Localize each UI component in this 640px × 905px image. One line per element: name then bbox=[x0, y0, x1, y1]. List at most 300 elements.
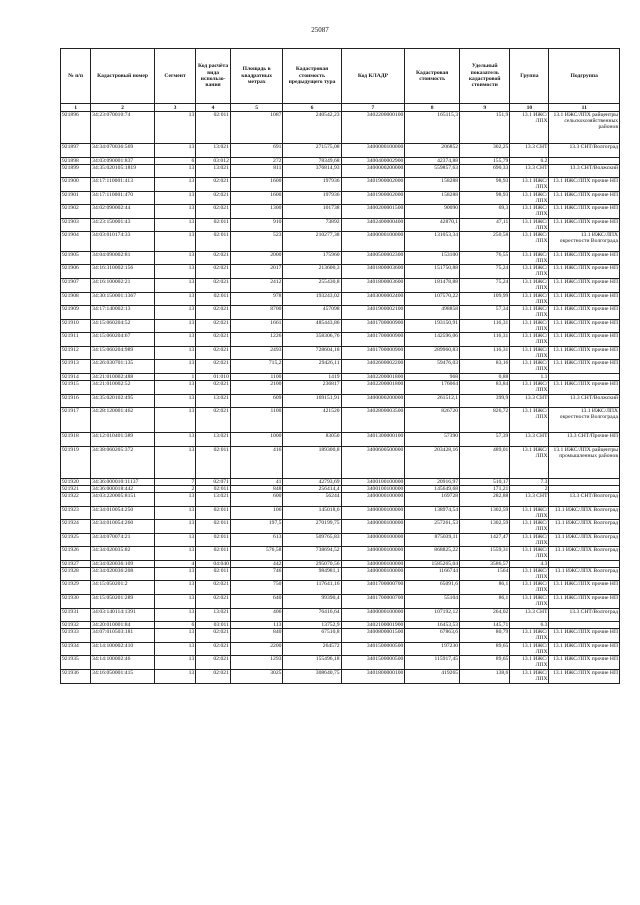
table-row bbox=[61, 408, 620, 433]
cadastral-number: 34:35:020105:1819 bbox=[91, 164, 155, 178]
table-row bbox=[61, 560, 620, 567]
table-row bbox=[61, 232, 620, 251]
previous-cost: 457098 bbox=[283, 306, 341, 320]
cadastral-number: 34:26:030701:135 bbox=[91, 360, 155, 374]
row-id: 921931 bbox=[61, 608, 91, 622]
table-row bbox=[61, 567, 620, 581]
cadastral-cost: 67863,6 bbox=[405, 629, 460, 643]
segment: 13 bbox=[154, 178, 195, 192]
previous-cost: 155496,18 bbox=[283, 656, 341, 670]
cadastral-number: 34:03:140114:1391 bbox=[91, 608, 155, 622]
area: 1000 bbox=[230, 433, 283, 447]
row-id: 921930 bbox=[61, 595, 91, 609]
column-number: 5 bbox=[230, 104, 283, 112]
area: 2200 bbox=[230, 642, 283, 656]
group: 13.1 ИЖС/ЛПХ bbox=[510, 642, 549, 656]
cadastral-number: 34:17:140002:13 bbox=[91, 306, 155, 320]
specific-cost: 1302,59 bbox=[460, 520, 510, 534]
cadastral-cost: 107192,12 bbox=[405, 608, 460, 622]
usage-code: 02:011 bbox=[196, 506, 231, 520]
row-id: 921919 bbox=[61, 447, 91, 479]
table-row bbox=[61, 533, 620, 547]
subgroup: 13.3 СНТ/Волжский bbox=[549, 164, 620, 178]
column-number: 4 bbox=[196, 104, 231, 112]
table-row bbox=[61, 447, 620, 479]
area: 3025 bbox=[230, 669, 283, 683]
column-header: Группа bbox=[510, 49, 549, 104]
specific-cost: 76,55 bbox=[460, 251, 510, 265]
cadastral-cost: 261512,1 bbox=[405, 394, 460, 408]
specific-cost: 399,9 bbox=[460, 394, 510, 408]
specific-cost: 3586,57 bbox=[460, 560, 510, 567]
cadastral-cost: 197230 bbox=[405, 642, 460, 656]
previous-cost: 358306,76 bbox=[283, 333, 341, 347]
cadastral-number: 34:17:110001:413 bbox=[91, 178, 155, 192]
group: 13.1 ИЖС/ЛПХ bbox=[510, 506, 549, 520]
cadastral-cost: 203428,16 bbox=[405, 447, 460, 479]
usage-code: 02:021 bbox=[196, 408, 231, 433]
table-row bbox=[61, 622, 620, 629]
table-row bbox=[61, 656, 620, 670]
usage-code: 01:010 bbox=[196, 374, 231, 381]
specific-cost: 250,58 bbox=[460, 232, 510, 251]
specific-cost: 98,93 bbox=[460, 191, 510, 205]
kladr-code: 3400000100000 bbox=[341, 520, 405, 534]
area: 840 bbox=[230, 629, 283, 643]
row-id: 921929 bbox=[61, 581, 91, 595]
group: 13.3 СНТ bbox=[510, 144, 549, 158]
group: 1.1 bbox=[510, 374, 549, 381]
cadastral-cost: 1166744 bbox=[405, 567, 460, 581]
cadastral-number: 34:14:100002:46 bbox=[91, 656, 155, 670]
group: 13.3 СНТ bbox=[510, 394, 549, 408]
previous-cost: 256414,4 bbox=[283, 486, 341, 493]
group: 6.2 bbox=[510, 157, 549, 164]
cadastral-number: 34:15:060204:52 bbox=[91, 319, 155, 333]
column-number: 7 bbox=[341, 104, 405, 112]
area: 1661 bbox=[230, 319, 283, 333]
usage-code: 02:021 bbox=[196, 205, 231, 219]
usage-code: 02:011 bbox=[196, 533, 231, 547]
cadastral-number: 34:15:060204:989 bbox=[91, 346, 155, 360]
previous-cost: 99390,4 bbox=[283, 595, 341, 609]
specific-cost: 116,31 bbox=[460, 333, 510, 347]
kladr-code: 3401300000100 bbox=[341, 433, 405, 447]
usage-code: 02:011 bbox=[196, 567, 231, 581]
subgroup: 13.1 ИЖС/ЛПХ Волгоград bbox=[549, 567, 620, 581]
usage-code: 02:021 bbox=[196, 265, 231, 279]
subgroup: 13.1 ИЖС/ЛПХ прочие НП bbox=[549, 306, 620, 320]
specific-cost: 1559,31 bbox=[460, 547, 510, 561]
specific-cost: 826,72 bbox=[460, 408, 510, 433]
group: 13.1 ИЖС/ЛПХ bbox=[510, 292, 549, 306]
previous-cost: 29426,11 bbox=[283, 360, 341, 374]
row-id: 921910 bbox=[61, 319, 91, 333]
previous-cost: 210277,38 bbox=[283, 232, 341, 251]
kladr-code: 3402400000400 bbox=[341, 218, 405, 232]
row-id: 921908 bbox=[61, 292, 91, 306]
subgroup: 13.1 ИЖС/ЛПХ Волгоград bbox=[549, 547, 620, 561]
area: 691 bbox=[230, 144, 283, 158]
subgroup: 13.1 ИЖС/ЛПХ окрестности Волгограда bbox=[549, 408, 620, 433]
usage-code: 13:021 bbox=[196, 493, 231, 507]
previous-cost: 13752,9 bbox=[283, 622, 341, 629]
cadastral-cost: 158288 bbox=[405, 178, 460, 192]
previous-cost: 101738 bbox=[283, 205, 341, 219]
cadastral-number: 34:15:050201:2 bbox=[91, 581, 155, 595]
kladr-code: 3400000200000 bbox=[341, 164, 405, 178]
usage-code: 02:021 bbox=[196, 333, 231, 347]
table-row bbox=[61, 394, 620, 408]
group: 13.1 ИЖС/ЛПХ bbox=[510, 251, 549, 265]
cadastral-number: 34:20:010001:84 bbox=[91, 622, 155, 629]
table-row bbox=[61, 547, 620, 561]
segment: 13 bbox=[154, 346, 195, 360]
area: 746 bbox=[230, 567, 283, 581]
usage-code: 02:021 bbox=[196, 306, 231, 320]
table-row bbox=[61, 493, 620, 507]
row-id: 921923 bbox=[61, 506, 91, 520]
cadastral-cost: 193150,91 bbox=[405, 319, 460, 333]
usage-code: 02:021 bbox=[196, 581, 231, 595]
previous-cost: 308640,75 bbox=[283, 669, 341, 683]
table-row bbox=[61, 520, 620, 534]
kladr-code: 3401500000500 bbox=[341, 656, 405, 670]
area: 576,58 bbox=[230, 547, 283, 561]
usage-code: 13:021 bbox=[196, 394, 231, 408]
segment: 13 bbox=[154, 292, 195, 306]
cadastral-number: 34:36:000010:11137 bbox=[91, 479, 155, 486]
previous-cost: 56244 bbox=[283, 493, 341, 507]
row-id: 921921 bbox=[61, 486, 91, 493]
area: 2017 bbox=[230, 265, 283, 279]
column-number: 10 bbox=[510, 104, 549, 112]
usage-code: 02:021 bbox=[196, 595, 231, 609]
subgroup: 13.1 ИЖС/ЛПХ Волгоград bbox=[549, 533, 620, 547]
kladr-code: 3400000100000 bbox=[341, 567, 405, 581]
kladr-code: 3400000100000 bbox=[341, 608, 405, 622]
table-row bbox=[61, 251, 620, 265]
table-row bbox=[61, 581, 620, 595]
row-id: 921898 bbox=[61, 157, 91, 164]
area: 1087 bbox=[230, 112, 283, 144]
segment: 13 bbox=[154, 279, 195, 293]
subgroup: 13.1 ИЖС/ЛПХ прочие НП bbox=[549, 333, 620, 347]
cadastral-number: 34:07:010503:181 bbox=[91, 629, 155, 643]
segment: 13 bbox=[154, 381, 195, 395]
kladr-code: 3400000200000 bbox=[341, 394, 405, 408]
segment: 13 bbox=[154, 629, 195, 643]
group: 13.1 ИЖС/ЛПХ bbox=[510, 360, 549, 374]
table-row bbox=[61, 306, 620, 320]
specific-cost: 98,93 bbox=[460, 178, 510, 192]
cadastral-number: 34:12:010401:389 bbox=[91, 433, 155, 447]
subgroup: 13.1 ИЖС/ЛПХ прочие НП bbox=[549, 669, 620, 683]
segment: 13 bbox=[154, 547, 195, 561]
specific-cost: 57,34 bbox=[460, 306, 510, 320]
previous-cost: 189300,8 bbox=[283, 447, 341, 479]
subgroup: 13.1 ИЖС/ЛПХ райцентры сельскохозяйственных районов bbox=[549, 112, 620, 144]
segment: 13 bbox=[154, 112, 195, 144]
area: 106 bbox=[230, 506, 283, 520]
cadastral-number: 34:34:070036:569 bbox=[91, 144, 155, 158]
previous-cost: 264572 bbox=[283, 642, 341, 656]
cadastral-cost: 165115,3 bbox=[405, 112, 460, 144]
cadastral-number: 34:35:020102:495 bbox=[91, 394, 155, 408]
usage-code: 02:021 bbox=[196, 346, 231, 360]
area: 1600 bbox=[230, 191, 283, 205]
page-number: 25087 bbox=[311, 26, 329, 34]
row-id: 921918 bbox=[61, 433, 91, 447]
kladr-code: 3401800003600 bbox=[341, 279, 405, 293]
cadastral-number: 34:03:010174:33 bbox=[91, 232, 155, 251]
kladr-code: 3400000100000 bbox=[341, 493, 405, 507]
column-header: Код расчёта вида использо-вания bbox=[196, 49, 231, 104]
column-number: 11 bbox=[549, 104, 620, 112]
usage-code: 02:021 bbox=[196, 178, 231, 192]
row-id: 921928 bbox=[61, 567, 91, 581]
segment: 13 bbox=[154, 333, 195, 347]
group: 13.1 ИЖС/ЛПХ bbox=[510, 319, 549, 333]
row-id: 921905 bbox=[61, 251, 91, 265]
segment: 7 bbox=[154, 479, 195, 486]
segment: 13 bbox=[154, 520, 195, 534]
column-header: Кадастровая стоимость bbox=[405, 49, 460, 104]
area: 1300 bbox=[230, 205, 283, 219]
kladr-code: 3400600500000 bbox=[341, 447, 405, 479]
cadastral-cost: 55104 bbox=[405, 595, 460, 609]
previous-cost: 421520 bbox=[283, 408, 341, 433]
previous-cost: 83050 bbox=[283, 433, 341, 447]
usage-code: 02:021 bbox=[196, 360, 231, 374]
subgroup: 13.1 ИЖС/ЛПХ окрестности Волгограда bbox=[549, 232, 620, 251]
kladr-code: 3400000100000 bbox=[341, 232, 405, 251]
cadastral-cost: 1585265,04 bbox=[405, 560, 460, 567]
column-number: 3 bbox=[154, 104, 195, 112]
kladr-code: 3402200000100 bbox=[341, 112, 405, 144]
row-id: 921896 bbox=[61, 112, 91, 144]
table-row bbox=[61, 157, 620, 164]
column-header: Удельный показатель кадастровой стоимости bbox=[460, 49, 510, 104]
specific-cost: 0,88 bbox=[460, 374, 510, 381]
area: 8700 bbox=[230, 306, 283, 320]
subgroup: 13.1 ИЖС/ЛПХ прочие НП bbox=[549, 279, 620, 293]
row-id: 921901 bbox=[61, 191, 91, 205]
row-id: 921926 bbox=[61, 547, 91, 561]
usage-code: 04:040 bbox=[196, 560, 231, 567]
cadastral-cost: 257261,53 bbox=[405, 520, 460, 534]
cadastral-cost: 42374,88 bbox=[405, 157, 460, 164]
previous-cost: 76416,64 bbox=[283, 608, 341, 622]
area: 978 bbox=[230, 292, 283, 306]
specific-cost: 1564 bbox=[460, 567, 510, 581]
subgroup: 13.1 ИЖС/ЛПХ прочие НП bbox=[549, 656, 620, 670]
specific-cost: 489,01 bbox=[460, 447, 510, 479]
row-id: 921935 bbox=[61, 656, 91, 670]
previous-cost: 738694,52 bbox=[283, 547, 341, 561]
specific-cost: 282,88 bbox=[460, 493, 510, 507]
row-id: 921927 bbox=[61, 560, 91, 567]
row-id: 921899 bbox=[61, 164, 91, 178]
table-row bbox=[61, 333, 620, 347]
specific-cost: 80,79 bbox=[460, 629, 510, 643]
subgroup: 13.1 ИЖС/ЛПХ прочие НП bbox=[549, 629, 620, 643]
cadastral-number: 34:17:110001:470 bbox=[91, 191, 155, 205]
kladr-code: 3401700000700 bbox=[341, 595, 405, 609]
cadastral-cost: 65091,6 bbox=[405, 581, 460, 595]
specific-cost: 1302,59 bbox=[460, 506, 510, 520]
group: 13.1 ИЖС/ЛПХ bbox=[510, 567, 549, 581]
specific-cost: 510,17 bbox=[460, 479, 510, 486]
cadastral-cost: 826720 bbox=[405, 408, 460, 433]
area: 811 bbox=[230, 164, 283, 178]
group: 13.1 ИЖС/ЛПХ bbox=[510, 112, 549, 144]
row-id: 921936 bbox=[61, 669, 91, 683]
group: 13.3 СНТ bbox=[510, 433, 549, 447]
previous-cost: 255430,8 bbox=[283, 279, 341, 293]
previous-cost: 42793,69 bbox=[283, 479, 341, 486]
group: 13.3 СНТ bbox=[510, 493, 549, 507]
specific-cost: 86,1 bbox=[460, 595, 510, 609]
cadastral-cost: 107570,22 bbox=[405, 292, 460, 306]
kladr-code: 3402200001800 bbox=[341, 374, 405, 381]
cadastral-number: 34:21:010002:488 bbox=[91, 374, 155, 381]
group: 13.1 ИЖС/ЛПХ bbox=[510, 581, 549, 595]
area: 2493 bbox=[230, 346, 283, 360]
subgroup: 13.1 ИЖС/ЛПХ прочие НП bbox=[549, 319, 620, 333]
group: 13.1 ИЖС/ЛПХ bbox=[510, 279, 549, 293]
kladr-code: 3400100100000 bbox=[341, 486, 405, 493]
previous-cost: 236817 bbox=[283, 381, 341, 395]
segment: 13 bbox=[154, 408, 195, 433]
area: 272 bbox=[230, 157, 283, 164]
subgroup: 13.1 ИЖС/ЛПХ Волгоград bbox=[549, 520, 620, 534]
cadastral-number: 34:03:090001:837 bbox=[91, 157, 155, 164]
row-id: 921916 bbox=[61, 394, 91, 408]
column-header: Кадастровый номер bbox=[91, 49, 155, 104]
column-number: 2 bbox=[91, 104, 155, 112]
previous-cost: 145018,6 bbox=[283, 506, 341, 520]
kladr-code: 3400000100000 bbox=[341, 547, 405, 561]
kladr-code: 3401700000700 bbox=[341, 581, 405, 595]
segment: 13 bbox=[154, 319, 195, 333]
subgroup bbox=[549, 479, 620, 486]
cadastral-cost: 151750,88 bbox=[405, 265, 460, 279]
usage-code: 02:021 bbox=[196, 251, 231, 265]
previous-cost: 197936 bbox=[283, 178, 341, 192]
group: 13.1 ИЖС/ЛПХ bbox=[510, 205, 549, 219]
usage-code: 13:021 bbox=[196, 433, 231, 447]
table-row bbox=[61, 608, 620, 622]
usage-code: 03:012 bbox=[196, 157, 231, 164]
specific-cost: 57,39 bbox=[460, 433, 510, 447]
segment: 13 bbox=[154, 191, 195, 205]
area: 113 bbox=[230, 622, 283, 629]
area: 1600 bbox=[230, 178, 283, 192]
specific-cost: 171,21 bbox=[460, 486, 510, 493]
subgroup: 13.1 ИЖС/ЛПХ прочие НП bbox=[549, 381, 620, 395]
usage-code: 02:011 bbox=[196, 292, 231, 306]
cadastral-cost: 57390 bbox=[405, 433, 460, 447]
segment: 13 bbox=[154, 595, 195, 609]
segment: 13 bbox=[154, 608, 195, 622]
table-row bbox=[61, 279, 620, 293]
segment: 13 bbox=[154, 642, 195, 656]
kladr-code: 3400100100000 bbox=[341, 479, 405, 486]
specific-cost: 86,1 bbox=[460, 581, 510, 595]
kladr-code: 3401900002100 bbox=[341, 306, 405, 320]
table-row bbox=[61, 319, 620, 333]
specific-cost: 89,65 bbox=[460, 642, 510, 656]
table-row bbox=[61, 112, 620, 144]
cadastral-number: 34:16:050001:415 bbox=[91, 669, 155, 683]
area: 442 bbox=[230, 560, 283, 567]
specific-cost: 690,33 bbox=[460, 164, 510, 178]
area: 2000 bbox=[230, 251, 283, 265]
subgroup: 13.1 ИЖС/ЛПХ Волгоград bbox=[549, 506, 620, 520]
cadastral-number: 34:38:060205:372 bbox=[91, 447, 155, 479]
row-id: 921912 bbox=[61, 346, 91, 360]
specific-cost: 83,16 bbox=[460, 360, 510, 374]
cadastral-number: 34:15:060204:67 bbox=[91, 333, 155, 347]
cadastral-cost: 90090 bbox=[405, 205, 460, 219]
cadastral-cost: 868825,22 bbox=[405, 547, 460, 561]
cadastral-cost: 20916,97 bbox=[405, 479, 460, 486]
cadastral-cost: 59476,03 bbox=[405, 360, 460, 374]
table-row bbox=[61, 218, 620, 232]
area: 640 bbox=[230, 595, 283, 609]
previous-cost: 485443,86 bbox=[283, 319, 341, 333]
subgroup bbox=[549, 560, 620, 567]
previous-cost: 728604,18 bbox=[283, 346, 341, 360]
usage-code: 02:021 bbox=[196, 629, 231, 643]
area: 715,2 bbox=[230, 360, 283, 374]
group: 13.1 ИЖС/ЛПХ bbox=[510, 447, 549, 479]
cadastral-cost: 875039,11 bbox=[405, 533, 460, 547]
subgroup: 13.1 ИЖС/ЛПХ райцентры промышленных районов bbox=[549, 447, 620, 479]
area: 848 bbox=[230, 486, 283, 493]
cadastral-cost: 145649,68 bbox=[405, 486, 460, 493]
subgroup: 13.3 СНТ/Волгоград bbox=[549, 144, 620, 158]
kladr-code: 3401700000900 bbox=[341, 346, 405, 360]
usage-code: 13:021 bbox=[196, 608, 231, 622]
table-row bbox=[61, 178, 620, 192]
cadastral-cost: 169728 bbox=[405, 493, 460, 507]
kladr-code: 3403000002400 bbox=[341, 292, 405, 306]
usage-code: 02:011 bbox=[196, 112, 231, 144]
previous-cost: 169151,91 bbox=[283, 394, 341, 408]
specific-cost: 116,31 bbox=[460, 319, 510, 333]
subgroup: 13.1 ИЖС/ЛПХ прочие НП bbox=[549, 346, 620, 360]
subgroup: 13.3 СНТ/Волжский bbox=[549, 394, 620, 408]
segment: 13 bbox=[154, 493, 195, 507]
segment: 6 bbox=[154, 157, 195, 164]
column-header: Сегмент bbox=[154, 49, 195, 104]
subgroup: 13.1 ИЖС/ЛПХ прочие НП bbox=[549, 265, 620, 279]
specific-cost: 151,9 bbox=[460, 112, 510, 144]
subgroup: 13.1 ИЖС/ЛПХ прочие НП bbox=[549, 205, 620, 219]
group: 13.1 ИЖС/ЛПХ bbox=[510, 381, 549, 395]
row-id: 921911 bbox=[61, 333, 91, 347]
table-row bbox=[61, 164, 620, 178]
column-number: 9 bbox=[460, 104, 510, 112]
segment: 2 bbox=[154, 486, 195, 493]
usage-code: 02:011 bbox=[196, 447, 231, 479]
cadastral-number: 34:34:020036:208 bbox=[91, 567, 155, 581]
specific-cost: 83,84 bbox=[460, 381, 510, 395]
table-row bbox=[61, 292, 620, 306]
kladr-code: 3402200001800 bbox=[341, 381, 405, 395]
